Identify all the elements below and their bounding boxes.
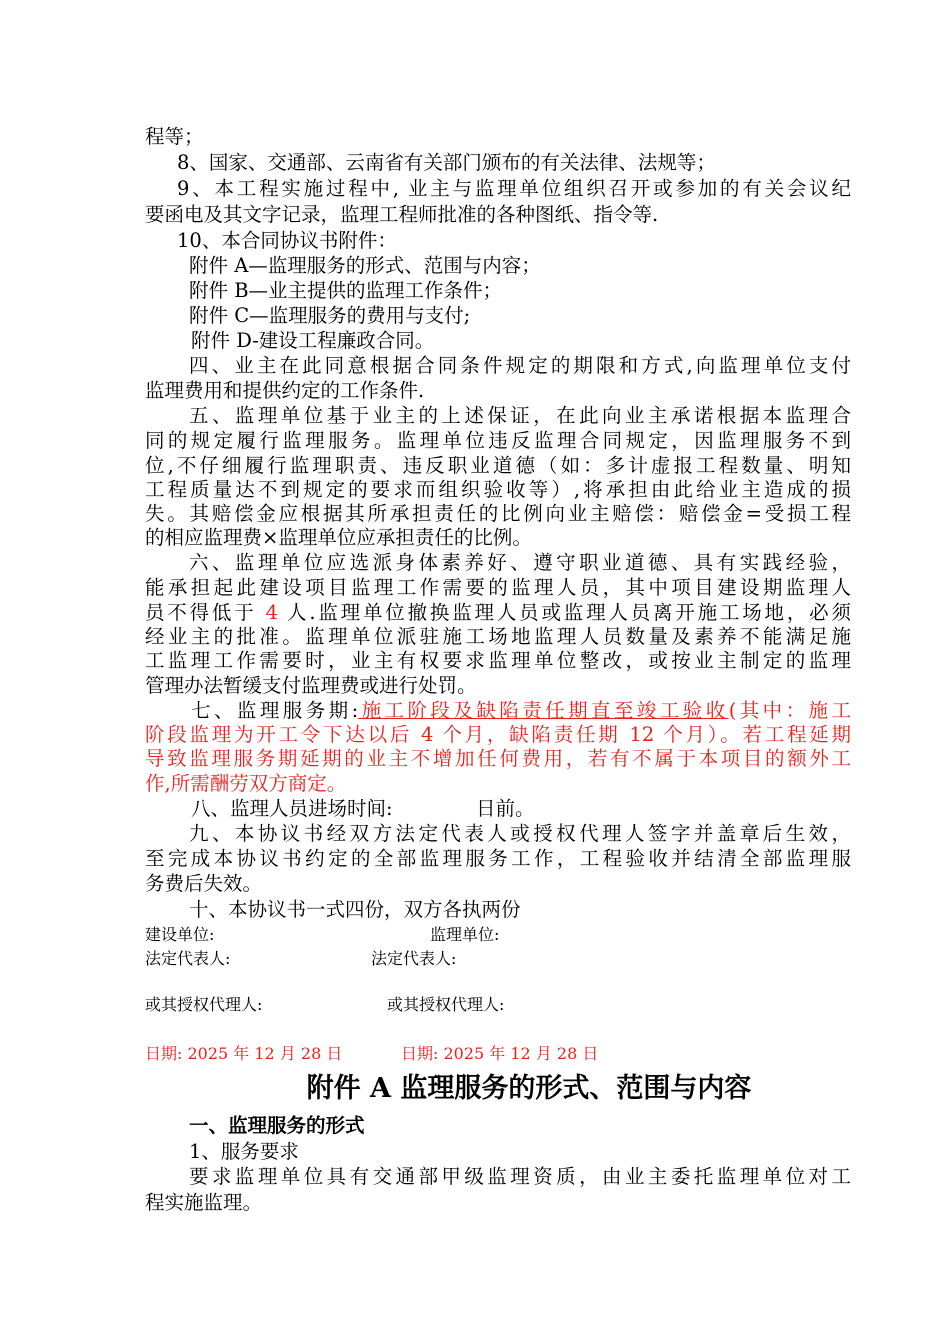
agent-right: 或其授权代理人: [387, 995, 505, 1014]
appendix-d-entry: 附件 D-建设工程廉政合同。 [191, 329, 435, 352]
staff-count: 4 [265, 601, 278, 624]
owner-label: 建设单位: [145, 925, 215, 944]
date-right: 日期: 2025 年 12 月 28 日 [401, 1044, 599, 1063]
appendix-c-entry: 附件 C—监理服务的费用与支付; [189, 304, 471, 327]
legal-rep-left: 法定代表人: [145, 949, 231, 968]
text-line: 务费后失效。 [145, 872, 263, 895]
paragraph: 要求监理单位具有交通部甲级监理资质，由业主委托监理单位对工 [189, 1165, 851, 1188]
clause-7 [191, 698, 851, 724]
text-line: 作,所需酬劳双方商定。 [145, 772, 347, 795]
text-line: 程等； [145, 125, 204, 148]
text-line: 失。其赔偿金应根据其所承担责任的比例向业主赔偿：赔偿金=受损工程 [145, 502, 851, 525]
supervisor-label: 监理单位: [430, 925, 500, 944]
text-line: 工监理工作需要时，业主有权要求监理单位整改，或按业主制定的监理 [145, 649, 851, 672]
clause-6: 六、监理单位应选派身体素养好、遵守职业道德、具有实践经验， [189, 551, 851, 574]
clause-8: 八、监理人员进场时间: [191, 797, 393, 820]
text-line: 至完成本协议书约定的全部监理服务工作，工程验收并结清全部监理服 [145, 847, 851, 870]
date-left: 日期: 2025 年 12 月 28 日 [145, 1044, 343, 1063]
text-fragment: 人.监理单位撤换监理人员或监理人员离开施工场地，必须 [287, 601, 851, 624]
text-line: 要函电及其文字记录，监理工程师批准的各种图纸、指令等. [145, 203, 659, 226]
text-fragment: 日前。 [476, 797, 535, 820]
text-fragment: 员不得低于 [145, 601, 257, 624]
legal-rep-right: 法定代表人: [371, 949, 457, 968]
service-period: 施工阶段及缺陷责任期直至竣工验收 [358, 699, 729, 722]
text-line: 阶段监理为开工令下达以后 4 个月，缺陷责任期 12 个月）。若工程延期 [145, 723, 851, 746]
text-line: 位,不仔细履行监理职责、违反职业道德（如：多计虚报工程数量、明知 [145, 454, 851, 477]
text-line: 的相应监理费×监理单位应承担责任的比例。 [145, 526, 532, 549]
item-heading: 1、服务要求 [189, 1140, 299, 1163]
list-item-8: 8、国家、交通部、云南省有关部门颁布的有关法律、法规等； [177, 151, 716, 174]
appendix-b-entry: 附件 B—业主提供的监理工作条件； [189, 279, 503, 302]
clause-5: 五、监理单位基于业主的上述保证，在此向业主承诺根据本监理合 [189, 404, 851, 427]
text-line: 能承担起此建设项目监理工作需要的监理人员，其中项目建设期监理人 [145, 576, 851, 599]
text-line: 工程质量达不到规定的要求而组织验收等）,将承担由此给业主造成的损 [145, 478, 851, 501]
clause-4: 四、业主在此同意根据合同条件规定的期限和方式,向监理单位支付 [189, 354, 851, 377]
text-line [145, 600, 851, 626]
text-line: 同的规定履行监理服务。监理单位违反监理合同规定，因监理服务不到 [145, 429, 851, 452]
text-fragment: (其中：施工 [728, 699, 852, 722]
text-line: 经业主的批准。监理单位派驻施工场地监理人员数量及素养不能满足施 [145, 625, 851, 648]
text-line: 程实施监理。 [145, 1191, 263, 1214]
clause-10: 十、本协议书一式四份，双方各执两份 [189, 898, 521, 921]
appendix-title: 附件 A 监理服务的形式、范围与内容 [306, 1073, 752, 1104]
text-line: 管理办法暂缓支付监理费或进行处罚。 [145, 674, 477, 697]
text-line: 监理费用和提供约定的工作条件. [145, 379, 425, 402]
list-item-10: 10、本合同协议书附件： [177, 229, 397, 252]
appendix-a-entry: 附件 A—监理服务的形式、范围与内容； [189, 254, 541, 277]
text-fragment: 七、监理服务期: [191, 699, 359, 722]
agent-left: 或其授权代理人: [145, 995, 263, 1014]
text-line: 导致监理服务期延期的业主不增加任何费用，若有不属于本项目的额外工 [145, 747, 851, 770]
clause-9: 九、本协议书经双方法定代表人或授权代理人签字并盖章后生效， [189, 822, 851, 845]
section-heading: 一、监理服务的形式 [189, 1114, 365, 1137]
list-item-9: 9、本工程实施过程中, 业主与监理单位组织召开或参加的有关会议纪 [177, 177, 851, 200]
